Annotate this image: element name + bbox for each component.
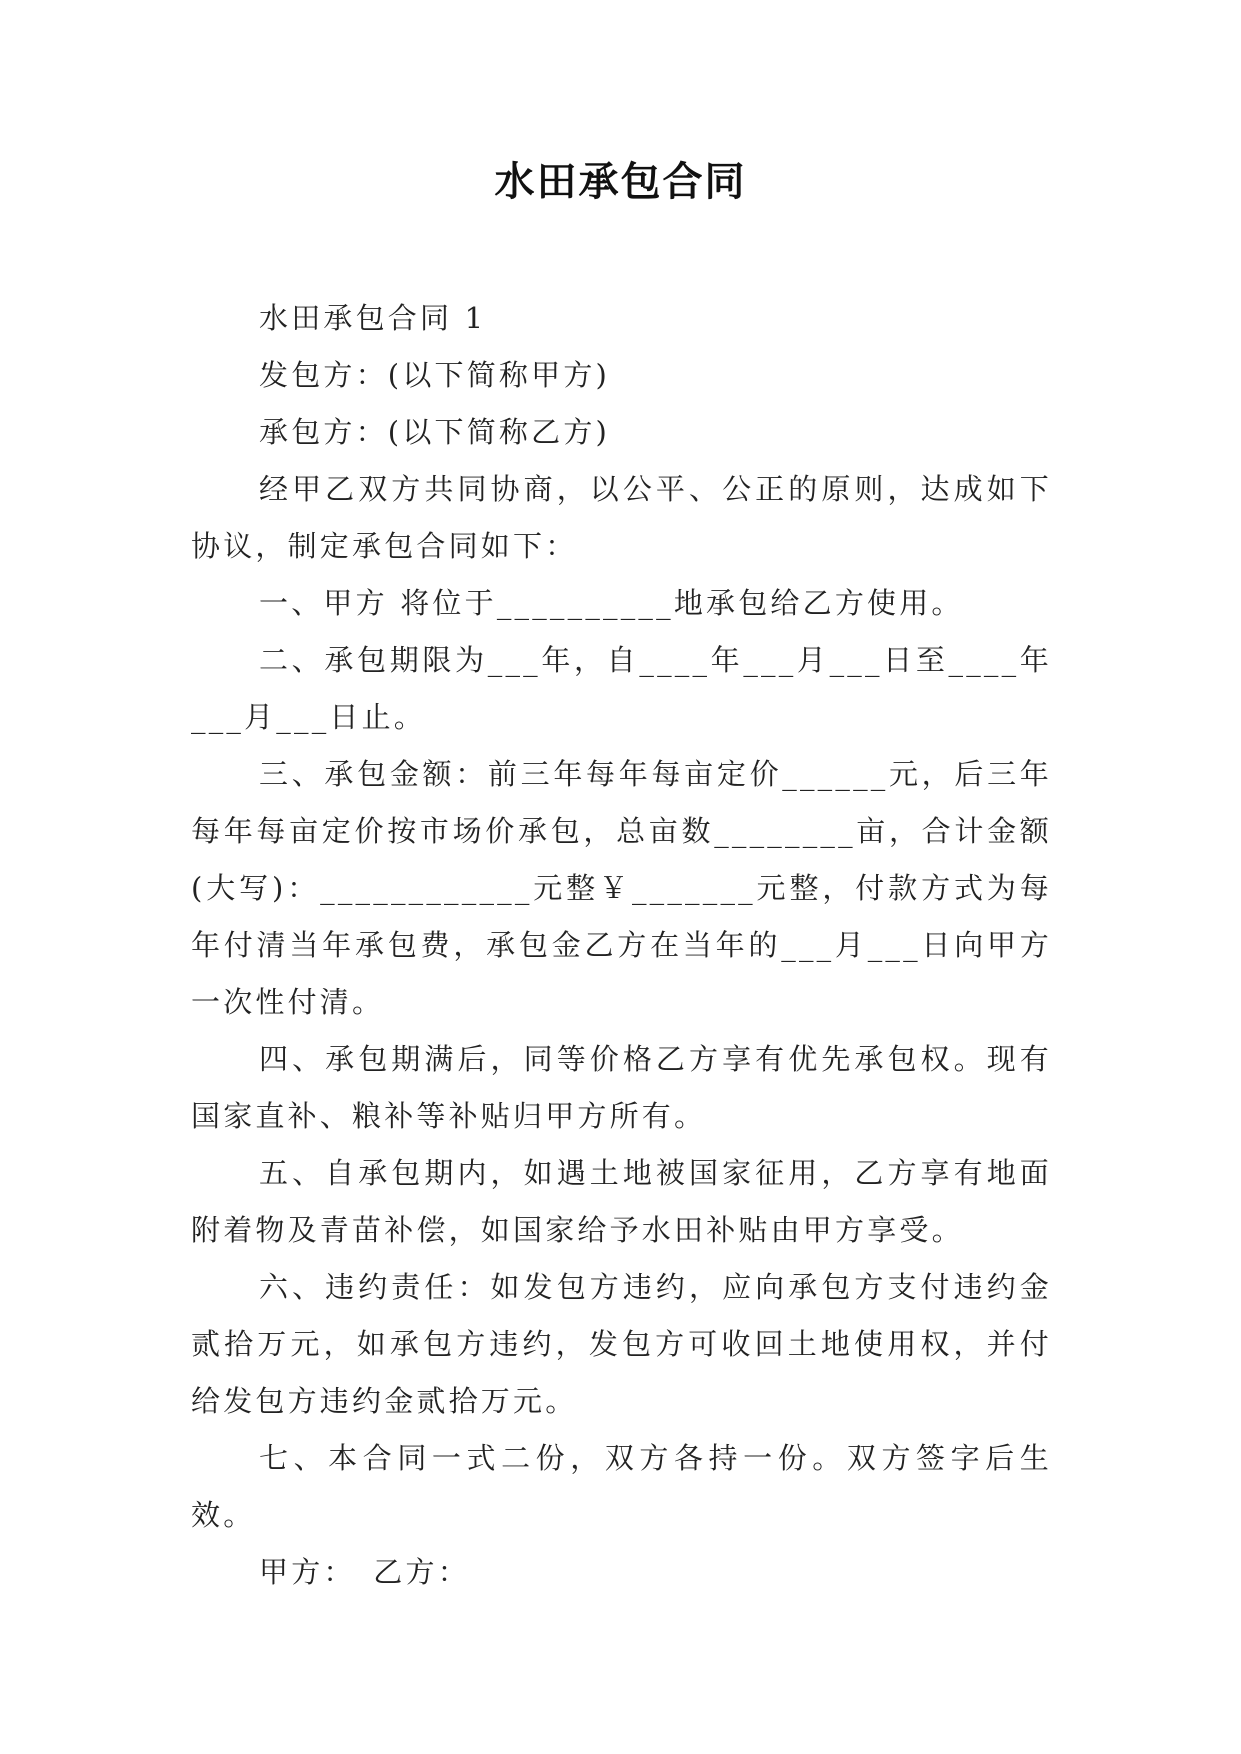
paragraph-party-a: 发包方：(以下简称甲方) bbox=[259, 358, 611, 392]
paragraph-heading-1: 水田承包合同 1 bbox=[259, 301, 487, 335]
paragraph-party-b: 承包方：(以下简称乙方) bbox=[259, 415, 611, 449]
paragraph-clause-6: 六、违约责任：如发包方违约，应向承包方支付违约金贰拾万元，如承包方违约，发包方可收回土地使用权，并付给发包方违约金贰拾万元。 bbox=[191, 1270, 1052, 1418]
paragraph-clause-4: 四、承包期满后，同等价格乙方享有优先承包权。现有国家直补、粮补等补贴归甲方所有。 bbox=[191, 1042, 1052, 1133]
document-body bbox=[191, 290, 1052, 1601]
paragraph-clause-5: 五、自承包期内，如遇土地被国家征用，乙方享有地面附着物及青苗补偿，如国家给予水田补贴由甲方享受。 bbox=[191, 1156, 1052, 1247]
paragraph-clause-3: 三、承包金额：前三年每年每亩定价______元，后三年每年每亩定价按市场价承包，总亩数________亩，合计金额(大写)：____________元整￥_______元整，付款方式为每年付清当年承包费，承包金乙方在当年的___月___日向甲方一次性付清。 bbox=[191, 757, 1052, 1019]
paragraph-clause-2: 二、承包期限为___年，自____年___月___日至____年___月___日止。 bbox=[191, 643, 1052, 734]
paragraph-clause-7: 七、本合同一式二份，双方各持一份。双方签字后生效。 bbox=[191, 1441, 1052, 1532]
paragraph-signatures: 甲方： 乙方： bbox=[259, 1555, 470, 1589]
paragraph-clause-1: 一、甲方 将位于__________地承包给乙方使用。 bbox=[259, 586, 964, 620]
document-title: 水田承包合同 bbox=[494, 159, 747, 205]
paragraph-preamble: 经甲乙双方共同协商，以公平、公正的原则，达成如下协议，制定承包合同如下： bbox=[191, 472, 1052, 563]
